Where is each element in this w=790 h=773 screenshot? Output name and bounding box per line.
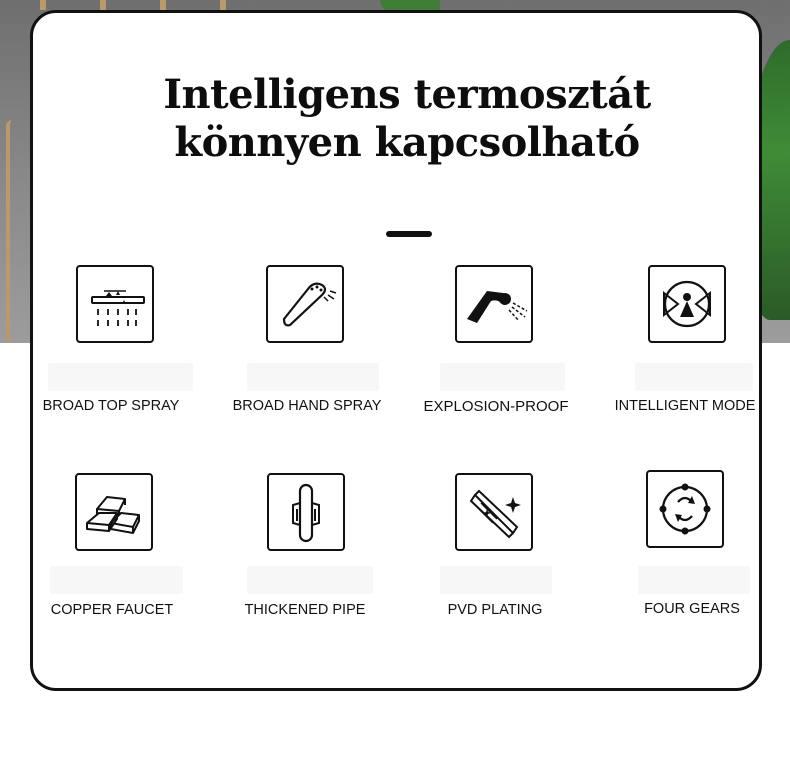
headline [33,71,781,167]
label-shadow [440,566,552,594]
headline-line-1: Intelligens termosztát [163,71,651,118]
label-shadow [635,363,753,391]
thickened-pipe-icon [267,473,345,551]
top-spray-icon [76,265,154,343]
feature-label: COPPER FAUCET [50,602,174,618]
pvd-plating-icon [455,473,533,551]
feature-label: FOUR GEARS [644,601,740,617]
label-shadow [48,363,193,391]
copper-bars-icon [75,473,153,551]
shower-hose-decor [6,120,26,343]
label-shadow [50,566,183,594]
feature-label: BROAD TOP SPRAY [42,398,180,414]
label-shadow [638,566,750,594]
four-gears-icon [646,470,724,548]
feature-label: EXPLOSION-PROOF [423,398,569,415]
label-shadow [247,566,373,594]
feature-label: BROAD HAND SPRAY [232,398,382,414]
feature-label: THICKENED PIPE [244,602,366,618]
headline-line-2: könnyen kapcsolható [174,119,640,166]
label-shadow [247,363,379,391]
explosion-proof-icon [455,265,533,343]
hand-spray-icon [266,265,344,343]
title-divider [386,231,432,237]
shower-pipe-decor [40,0,250,10]
label-shadow [440,363,565,391]
intelligent-mode-icon [648,265,726,343]
feature-label: INTELLIGENT MODE [614,398,756,414]
feature-label: PVD PLATING [447,602,543,618]
